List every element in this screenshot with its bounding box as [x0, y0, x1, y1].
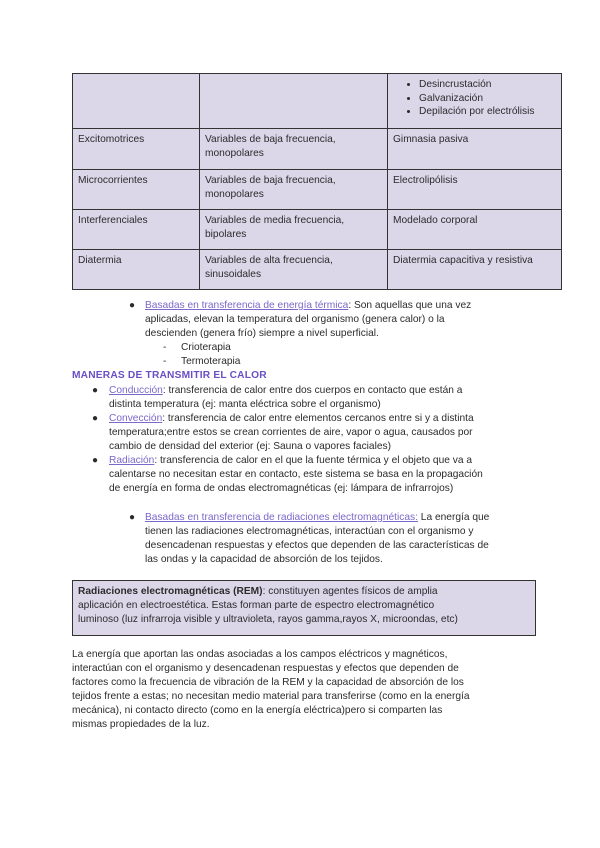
modalities-table	[72, 73, 562, 290]
radiacion-link[interactable]: Radiación	[109, 455, 155, 466]
termica-line: descienden (genera frío) siempre a nivel superficial.	[145, 328, 379, 339]
radiaciones-line: las ondas y la capacidad de absorción de los tejidos.	[145, 554, 383, 565]
table-cell: Diatermia	[73, 250, 200, 290]
conduccion-line	[109, 384, 462, 398]
callout-line	[78, 585, 530, 599]
table-cell	[200, 74, 388, 129]
table-cell: Gimnasia pasiva	[388, 129, 562, 170]
bullet-icon: ●	[129, 300, 136, 311]
conduccion-line: distinta temperatura (ej: manta eléctrica sobre el organismo)	[109, 399, 381, 410]
radiaciones-line: tienen las radiaciones electromagnéticas, interactúan con el organismo y	[145, 526, 474, 537]
radiaciones-link[interactable]: Basadas en transferencia de radiaciones electromagnéticas:	[145, 512, 418, 523]
sub-item: Termoterapia	[181, 356, 241, 367]
termica-link[interactable]: Basadas en transferencia de energía térmica	[145, 300, 349, 311]
paragraph-line: factores como la frecuencia de vibración de la REM y la capacidad de absorción de los	[72, 677, 464, 688]
callout-title: Radiaciones electromagnéticas (REM)	[78, 586, 263, 597]
radiacion-line: calentarse no necesitan estar en contacto, este sistema se basa en la propagación	[109, 469, 483, 480]
conveccion-line	[109, 412, 474, 426]
list-item: • Desincrustación	[419, 78, 556, 92]
conveccion-text: : transferencia de calor entre elementos cercanos entre si y a distinta	[162, 413, 474, 424]
table-cell: Variables de media frecuencia, bipolares	[200, 210, 388, 250]
bullet-icon: ●	[92, 413, 99, 424]
radiacion-text: : transferencia de calor en el que la fuente térmica y el objeto que va a	[154, 455, 473, 466]
table-cell: Electrolipólisis	[388, 170, 562, 210]
dash-icon: -	[163, 356, 167, 367]
conveccion-link[interactable]: Convección	[109, 413, 163, 424]
table-cell: Diatermia capacitiva y resistiva	[388, 250, 562, 290]
paragraph-line: mecánica), ni contacto directo (como en la energía eléctrica)pero si comparten las	[72, 705, 443, 716]
list-item: • Depilación por electrólisis	[419, 105, 556, 119]
termica-line	[145, 299, 471, 313]
dash-icon: -	[163, 342, 167, 353]
paragraph-line: interactúan con el organismo y desencadenan respuestas y efectos que dependen de	[72, 663, 459, 674]
conduccion-text: : transferencia de calor entre dos cuerpos en contacto que están a	[162, 385, 463, 396]
termica-text: : Son aquellas que una vez	[348, 300, 472, 311]
paragraph-line: mismas propiedades de la luz.	[72, 719, 210, 730]
table-cell: Variables de baja frecuencia, monopolares	[200, 170, 388, 210]
table-row	[73, 250, 562, 290]
bullet-icon: ●	[92, 455, 99, 466]
table-cell: Variables de alta frecuencia, sinusoidales	[200, 250, 388, 290]
conduccion-link[interactable]: Conducción	[109, 385, 163, 396]
section-heading: MANERAS DE TRANSMITIR EL CALOR	[72, 370, 267, 381]
conveccion-line: cambio de densidad del exterior (ej: Sauna o vapores faciales)	[109, 441, 392, 452]
table-cell	[388, 74, 562, 129]
rem-callout	[72, 580, 536, 636]
radiacion-line	[109, 454, 472, 468]
table-cell: Microcorrientes	[73, 170, 200, 210]
table-cell	[73, 74, 200, 129]
table-cell: Modelado corporal	[388, 210, 562, 250]
radiaciones-line: desencadenan respuestas y efectos que dependen de las características de	[145, 540, 489, 551]
bullet-icon: ●	[129, 512, 136, 523]
table-row	[73, 210, 562, 250]
list-item: • Galvanización	[419, 92, 556, 106]
table-cell: Variables de baja frecuencia, monopolares	[200, 129, 388, 170]
paragraph-line: La energía que aportan las ondas asociadas a los campos eléctricos y magnéticos,	[72, 649, 448, 660]
table-row	[73, 170, 562, 210]
bullet-icon: ●	[92, 385, 99, 396]
applications-list	[393, 78, 556, 119]
radiaciones-text: La energía que	[417, 512, 490, 523]
radiaciones-line	[145, 511, 489, 525]
sub-item: Crioterapia	[181, 342, 231, 353]
callout-line: luminoso (luz infrarroja visible y ultravioleta, rayos gamma,rayos X, microondas, etc)	[78, 614, 458, 626]
table-row	[73, 129, 562, 170]
table-row	[73, 74, 562, 129]
table-cell: Interferenciales	[73, 210, 200, 250]
table-cell: Excitomotrices	[73, 129, 200, 170]
termica-line: aplicadas, elevan la temperatura del organismo (genera calor) o la	[145, 314, 445, 325]
radiacion-line: de energía en forma de ondas electromagnéticas (ej: lámpara de infrarrojos)	[109, 483, 454, 494]
paragraph-line: tejidos frente a estas; no necesitan medio material para transferirse (como en la energía	[72, 691, 470, 702]
conveccion-line: temperatura;entre estos se crean corrientes de aire, vapor o agua, causados por	[109, 427, 473, 438]
callout-text: : constituyen agentes físicos de amplia	[262, 586, 438, 597]
callout-line: aplicación en electroestética. Estas forman parte de espectro electromagnético	[78, 600, 435, 612]
